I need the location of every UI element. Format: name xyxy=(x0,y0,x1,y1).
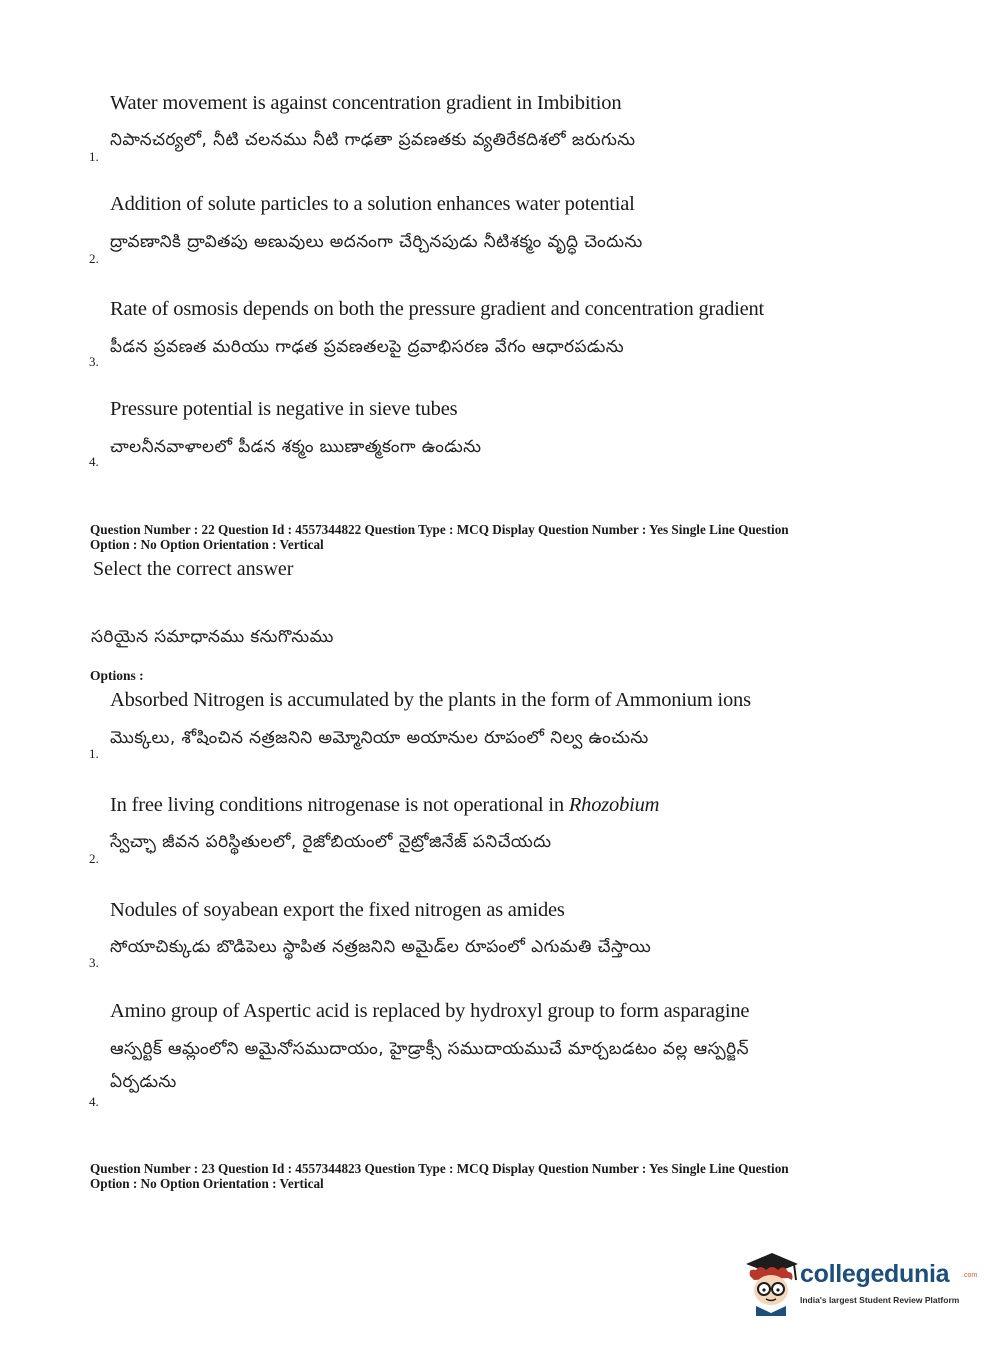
option-4-english: Pressure potential is negative in sieve tubes xyxy=(110,398,458,420)
option-3-telugu: పీడన ప్రవణత మరియు గాఢత ప్రవణతలపై ద్రవాభిసరణ వేగం ఆధారపడును xyxy=(110,337,625,357)
mascot-icon xyxy=(742,1250,800,1316)
q22-option-2-english-italic: Rhozobium xyxy=(568,794,660,816)
q23-meta-line2: Option : No Option Orientation : Vertical xyxy=(90,1175,324,1191)
q22-option-4-telugu-line1: ఆస్పర్టిక్ ఆమ్లంలోని అమైనోసముదాయం, హైడ్రాక్సీ సముదాయముచే మార్చబడటం వల్ల ఆస్పర్జిన్ xyxy=(110,1039,749,1059)
q22-option-1-number: 1. xyxy=(89,746,99,761)
option-1-english: Water movement is against concentration gradient in Imbibition xyxy=(110,92,622,114)
q22-question-english: Select the correct answer xyxy=(93,558,294,580)
q22-option-2-number: 2. xyxy=(89,851,99,866)
q22-option-4-telugu-line2: ఏర్పడును xyxy=(110,1072,177,1092)
q22-question-telugu: సరియైన సమాధానము కనుగొనుము xyxy=(91,627,334,647)
q22-option-3-number: 3. xyxy=(89,955,99,970)
option-3-number: 3. xyxy=(89,354,99,369)
option-2-english: Addition of solute particles to a solution enhances water potential xyxy=(110,193,635,215)
q22-option-1-english: Absorbed Nitrogen is accumulated by the plants in the form of Ammonium ions xyxy=(110,689,751,711)
q22-option-3-telugu: సోయాచిక్కుడు బొడిపెలు స్థాపిత నత్రజనిని అమైడ్‌ల రూపంలో ఎగుమతి చేస్తాయి xyxy=(110,937,652,957)
q22-option-3-english: Nodules of soyabean export the fixed nitrogen as amides xyxy=(110,899,565,921)
logo-dotcom: .com xyxy=(962,1272,978,1279)
q22-option-2-telugu: స్వేచ్ఛా జీవన పరిస్థితులలో, రైజోబియంలో నైట్రోజినేజ్ పనిచేయదు xyxy=(110,832,552,852)
option-4-telugu: చాలనీనవాళాలలో పీడన శక్మం ఋణాత్మకంగా ఉండును xyxy=(110,437,482,457)
logo-tagline: India's largest Student Review Platform xyxy=(800,1295,960,1305)
q22-option-1-telugu: మొక్కలు, శోషించిన నత్రజనిని అమ్మోనియా అయానుల రూపంలో నిల్వ ఉంచును xyxy=(110,728,649,748)
q22-option-2-english xyxy=(110,794,659,817)
option-1-telugu: నిపానచర్యలో, నీటి చలనము నీటి గాఢతా ప్రవణతకు వ్యతిరేకదిశలో జరుగును xyxy=(110,130,636,150)
q22-option-4-english: Amino group of Aspertic acid is replaced by hydroxyl group to form asparagine xyxy=(110,1000,750,1022)
q23-meta-line1: Question Number : 23 Question Id : 4557344823 Question Type : MCQ Display Question Number : Yes Single Line Question xyxy=(90,1161,789,1176)
option-1-number: 1. xyxy=(89,149,99,164)
option-3-english: Rate of osmosis depends on both the pressure gradient and concentration gradient xyxy=(110,298,765,320)
option-2-telugu: ద్రావణానికి ద్రావితపు అణువులు అదనంగా చేర్చినపుడు నీటిశక్మం వృద్ధి చెందును xyxy=(110,232,643,252)
q22-meta-line1: Question Number : 22 Question Id : 4557344822 Question Type : MCQ Display Question Number : Yes Single Line Question xyxy=(90,522,789,537)
q23-meta xyxy=(90,1162,920,1191)
option-4-number: 4. xyxy=(89,454,99,469)
q22-meta-line2: Option : No Option Orientation : Vertical xyxy=(90,536,324,552)
q22-options-label: Options : xyxy=(90,668,144,683)
option-2-number: 2. xyxy=(89,251,99,266)
collegedunia-logo[interactable] xyxy=(742,1250,978,1320)
q22-meta xyxy=(90,523,920,552)
q22-option-2-english-text: In free living conditions nitrogenase is not operational in xyxy=(110,794,569,816)
q22-option-4-number: 4. xyxy=(89,1094,99,1109)
logo-wordmark: collegedunia xyxy=(800,1260,950,1288)
